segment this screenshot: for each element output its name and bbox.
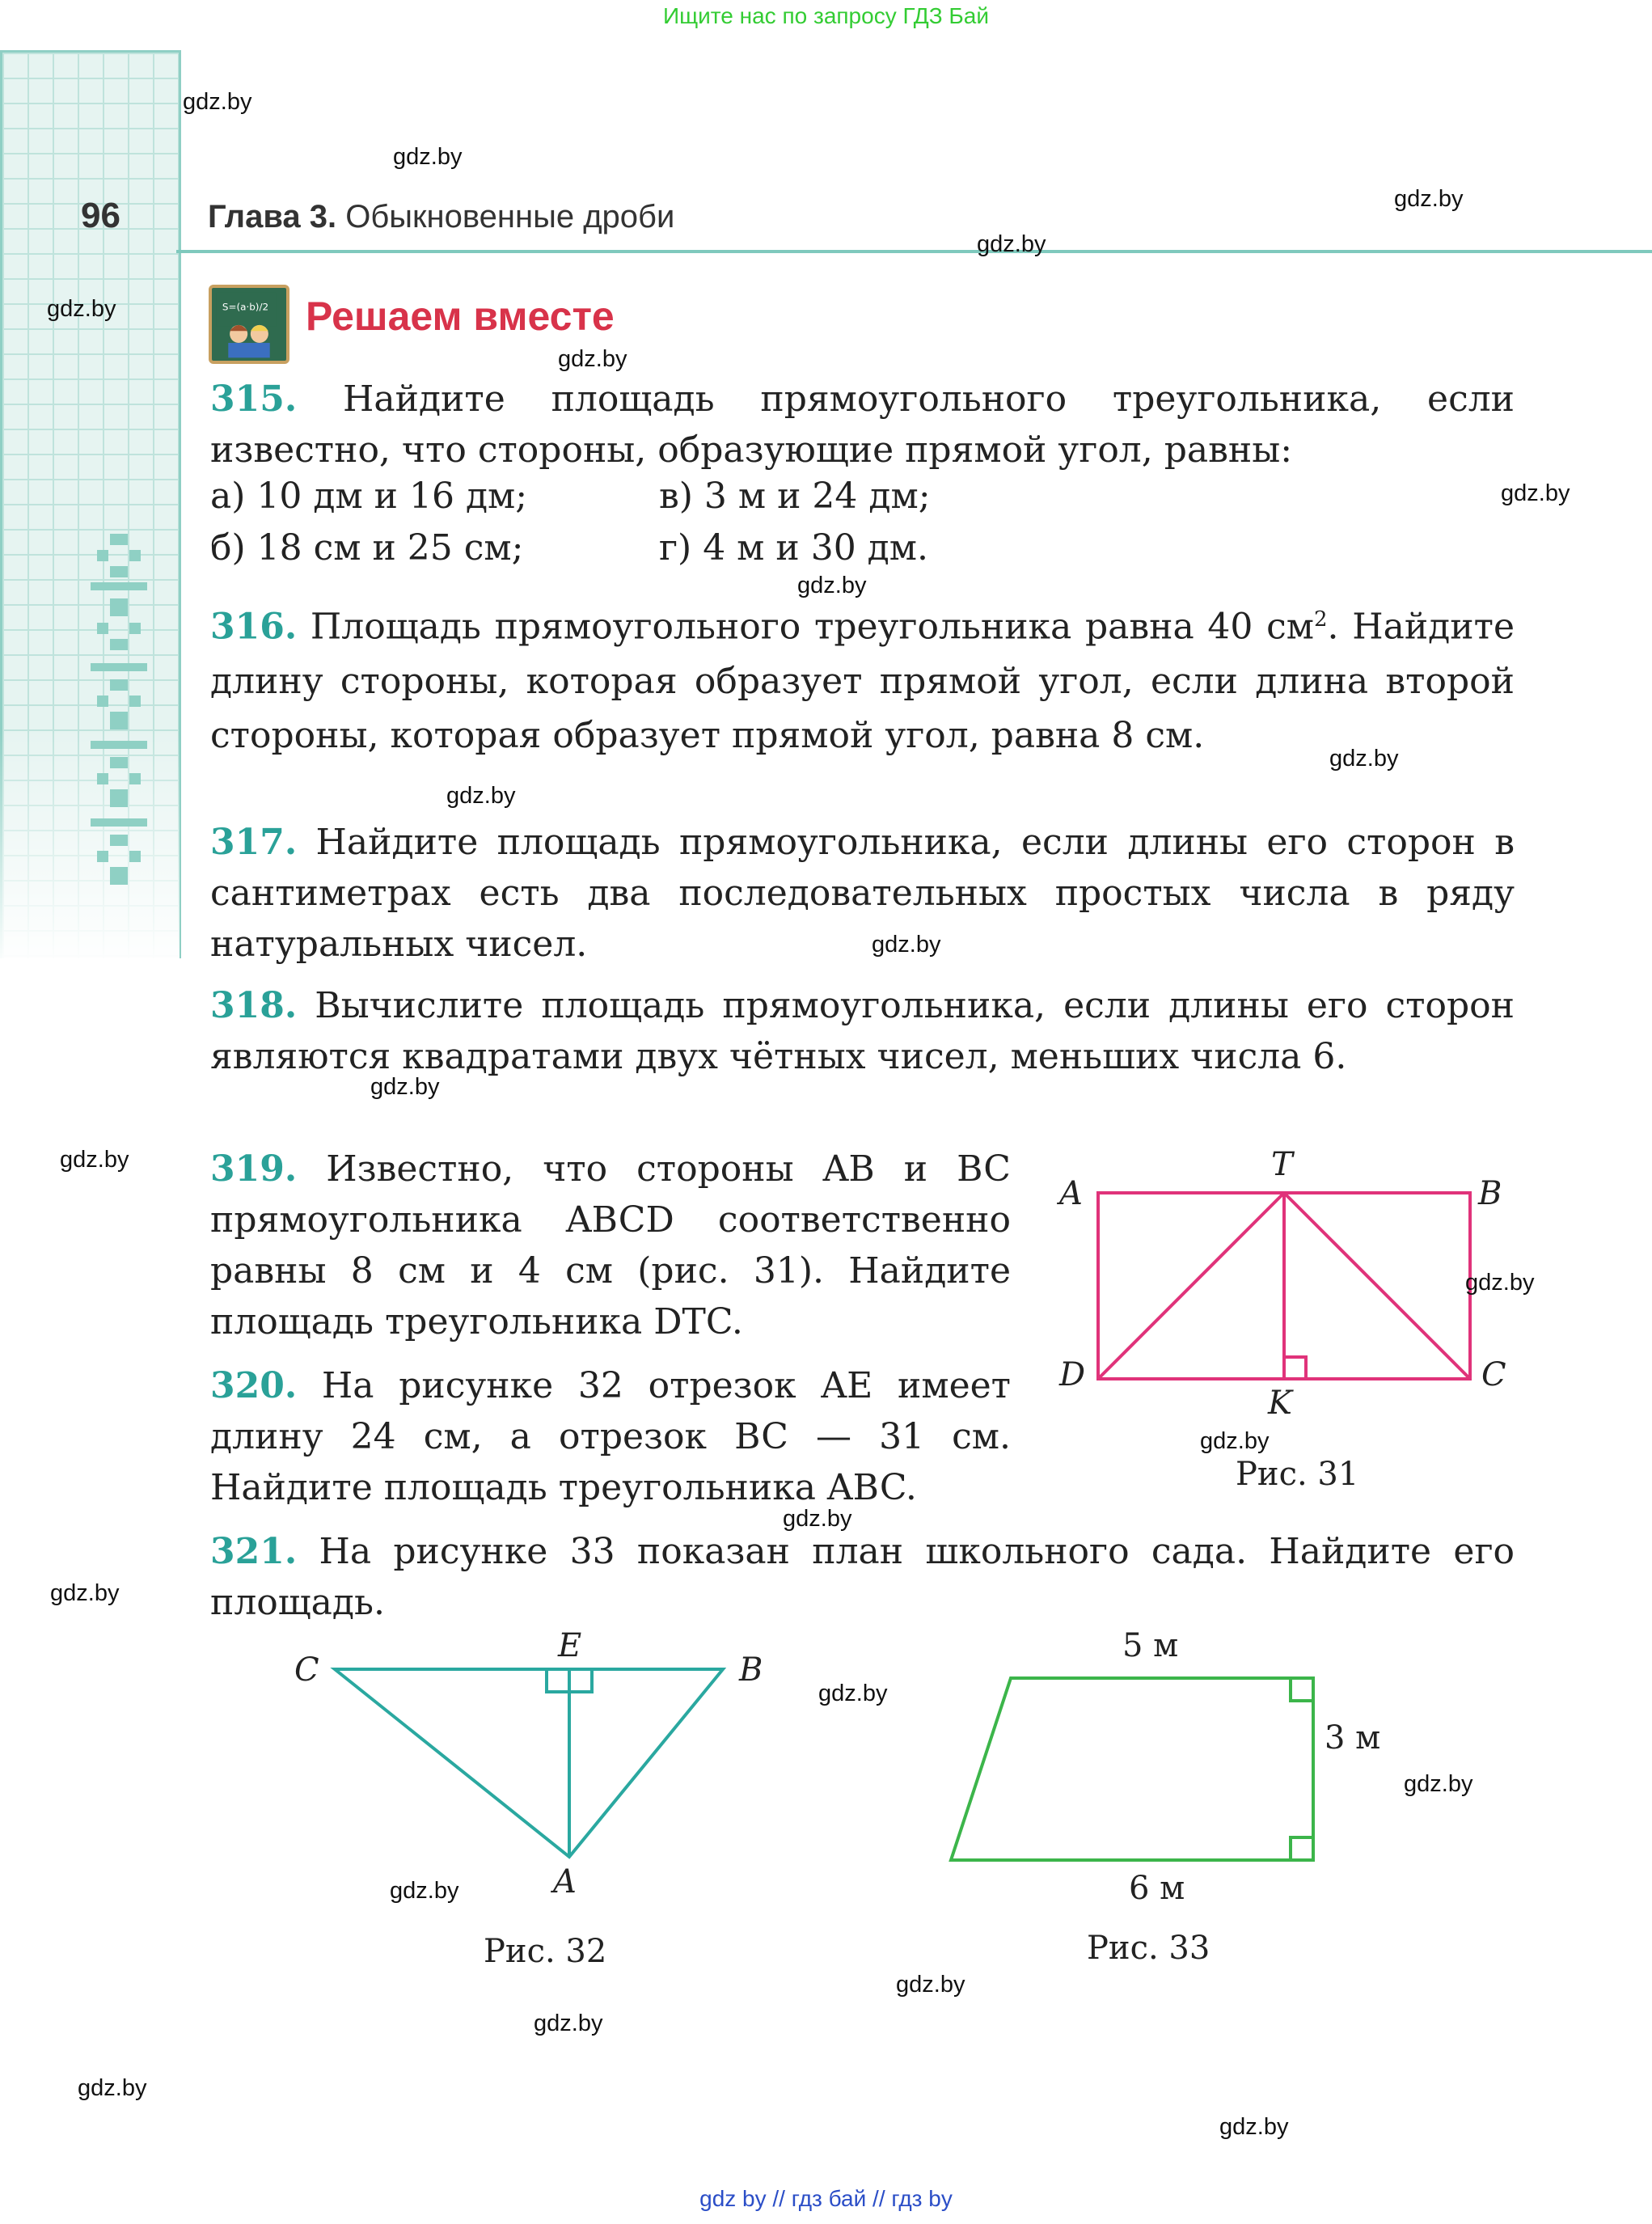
right-angle-mark-top: [1291, 1678, 1313, 1701]
problem-321: [210, 1526, 1515, 1628]
fig32-caption: Рис. 32: [484, 1933, 607, 1970]
figure-33: [938, 1666, 1342, 1876]
fig32-label-A: A: [553, 1863, 577, 1901]
watermark: gdz.by: [558, 346, 627, 372]
fig33-label-right: 3 м: [1325, 1719, 1381, 1757]
fig33-label-bottom: 6 м: [1129, 1870, 1185, 1907]
watermark: gdz.by: [1394, 186, 1464, 212]
watermark: gdz.by: [78, 2075, 147, 2101]
fig32-label-B: B: [739, 1651, 763, 1689]
problem-text: На рисунке 33 показан план школьного сада. Найдите его площадь.: [210, 1531, 1515, 1623]
fig31-label-K: K: [1268, 1385, 1292, 1422]
problem-315-option-v: в) 3 м и 24 дм;: [659, 476, 931, 517]
watermark: gdz.by: [1219, 2114, 1289, 2140]
sidebar-fade: [0, 728, 180, 970]
watermark: gdz.by: [1501, 480, 1570, 506]
header-rule: [176, 250, 1652, 253]
watermark: gdz.by: [183, 89, 252, 115]
problem-text-continued: . Найдите длину стороны, которая образует прямой угол, если длина второй стороны, которая образует прямой угол, равна 8 см.: [210, 606, 1515, 756]
garden-plan: [951, 1678, 1313, 1860]
watermark: gdz.by: [1404, 1771, 1473, 1797]
fig31-label-B: B: [1478, 1175, 1502, 1212]
watermark: gdz.by: [47, 296, 116, 322]
right-angle-mark: [1284, 1357, 1306, 1379]
chapter-label: Глава 3.: [208, 199, 337, 235]
problem-text: Известно, что стороны AB и BC прямоугольника ABCD соответственно равны 8 см и 4 см (рис. 31). Найдите площадь треугольника DTC.: [210, 1148, 1011, 1342]
lesson-icon: [209, 285, 289, 364]
top-note[interactable]: Ищите нас по запросу ГДЗ Бай: [662, 3, 990, 28]
figure-32: [307, 1650, 760, 1876]
problem-text: Найдите площадь прямоугольника, если длины его сторон в сантиметрах есть два последовательных простых числа в ряду натуральных чисел.: [210, 822, 1515, 965]
footer-links[interactable]: gdz by // гдз бай // гдз by: [699, 2186, 953, 2211]
right-angle-mark-bottom: [1291, 1837, 1313, 1860]
watermark: gdz.by: [390, 1878, 459, 1904]
problem-319: [210, 1144, 1011, 1347]
section-title: Решаем вместе: [306, 294, 615, 339]
problem-text: Вычислите площадь прямоугольника, если длины его сторон являются квадратами двух чётных чисел, меньших числа 6.: [210, 985, 1515, 1077]
watermark: gdz.by: [393, 144, 463, 170]
watermark: gdz.by: [1465, 1270, 1535, 1296]
segment-DT: [1098, 1193, 1284, 1379]
chapter-title: Обыкновенные дроби: [345, 199, 675, 235]
fig31-label-C: C: [1481, 1356, 1506, 1393]
fig31-label-A: A: [1059, 1175, 1083, 1212]
problem-text: На рисунке 32 отрезок AE имеет длину 24 см, а отрезок BC — 31 см. Найдите площадь треугольника ABC.: [210, 1365, 1011, 1508]
superscript: 2: [1314, 607, 1328, 632]
problem-317: [210, 817, 1515, 970]
watermark: gdz.by: [1329, 746, 1399, 772]
problem-315-option-b: б) 18 см и 25 см;: [210, 527, 524, 569]
fig32-label-C: C: [294, 1651, 319, 1689]
problem-318: [210, 980, 1515, 1082]
watermark: gdz.by: [534, 2010, 603, 2036]
watermark: gdz.by: [783, 1506, 852, 1532]
problem-315: [210, 374, 1515, 476]
problem-number: 321.: [210, 1531, 298, 1572]
triangle-ABC: [335, 1669, 723, 1857]
problem-number: 319.: [210, 1148, 298, 1190]
fig31-caption: Рис. 31: [1236, 1456, 1359, 1493]
fig31-label-T: T: [1271, 1146, 1293, 1183]
fig31-label-D: D: [1059, 1356, 1086, 1393]
watermark: gdz.by: [446, 783, 516, 809]
watermark: gdz.by: [370, 1074, 440, 1100]
fig33-label-top: 5 м: [1122, 1627, 1179, 1664]
chapter-heading: [208, 199, 674, 235]
problem-316: [210, 593, 1515, 763]
watermark: gdz.by: [872, 932, 941, 958]
problem-text: Площадь прямоугольного треугольника равна 40 см: [310, 606, 1314, 648]
problem-text: Найдите площадь прямоугольного треугольника, если известно, что стороны, образующие прямой угол, равны:: [210, 378, 1515, 471]
watermark: gdz.by: [977, 231, 1046, 257]
watermark: gdz.by: [50, 1580, 120, 1606]
ornament-decoration: [91, 534, 147, 906]
watermark: gdz.by: [818, 1681, 888, 1706]
problem-315-option-a: а) 10 дм и 16 дм;: [210, 476, 528, 517]
fig32-label-E: E: [558, 1627, 582, 1664]
problem-number: 316.: [210, 606, 298, 648]
watermark: gdz.by: [896, 1972, 965, 1998]
segment-TC: [1284, 1193, 1470, 1379]
watermark: gdz.by: [60, 1147, 129, 1173]
problem-number: 318.: [210, 985, 298, 1026]
svg-text:S=(a·b)/2: S=(a·b)/2: [222, 301, 269, 313]
problem-number: 320.: [210, 1365, 298, 1406]
problem-number: 315.: [210, 378, 298, 420]
watermark: gdz.by: [797, 573, 867, 598]
problem-315-option-g: г) 4 м и 30 дм.: [659, 527, 928, 569]
problem-number: 317.: [210, 822, 298, 863]
page-number: 96: [81, 196, 120, 235]
watermark: gdz.by: [1200, 1428, 1270, 1454]
fig33-caption: Рис. 33: [1087, 1930, 1210, 1967]
problem-320: [210, 1360, 1011, 1513]
